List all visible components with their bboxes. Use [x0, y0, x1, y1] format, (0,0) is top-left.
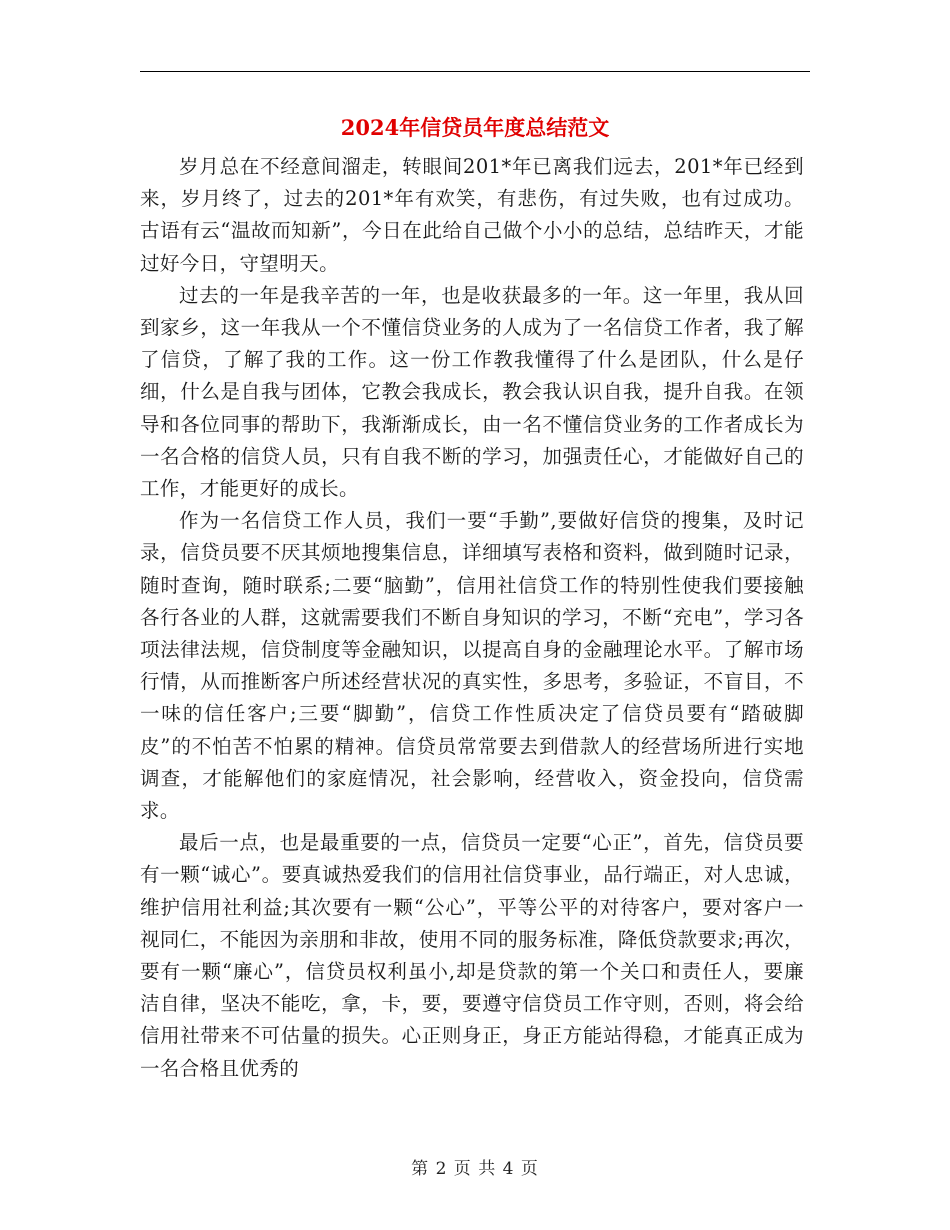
paragraph-past-year: 过去的一年是我辛苦的一年，也是收获最多的一年。这一年里，我从回到家乡，这一年我从一个不懂信贷业务的人成为了一名信贷工作者，我了解了信贷，了解了我的工作。这一份工作教我懂得了什么是团队，什么是仔细，什么是自我与团体，它教会我成长，教会我认识自我，提升自我。在领导和各位同事的帮助下，我渐渐成长，由一名不懂信贷业务的工作者成长为一名合格的信贷人员，只有自我不断的学习，加强责任心，才能做好自己的工作，才能更好的成长。	[140, 283, 804, 501]
paragraph-intro: 岁月总在不经意间溜走，转眼间201*年已离我们远去，201*年已经到来，岁月终了，过去的201*年有欢笑，有悲伤，有过失败，也有过成功。古语有云“温故而知新”，今日在此给自己做个小小的总结，总结昨天，才能过好今日，守望明天。	[140, 155, 804, 275]
page-number-footer: 第 2 页 共 4 页	[411, 1159, 539, 1179]
paragraph-diligence: 作为一名信贷工作人员，我们一要“手勤”,要做好信贷的搜集，及时记录，信贷员要不厌其烦地搜集信息，详细填写表格和资料，做到随时记录，随时查询，随时联系;二要“脑勤”，信用社信贷工作的特别性使我们要接触各行各业的人群，这就需要我们不断自身知识的学习，不断“充电”，学习各项法律法规，信贷制度等金融知识，以提高自身的金融理论水平。了解市场行情，从而推断客户所述经营状况的真实性，多思考，多验证，不盲目，不一味的信任客户;三要“脚勤”，信贷工作性质决定了信贷员要有“踏破脚皮”的不怕苦不怕累的精神。信贷员常常要去到借款人的经营场所进行实地调查，才能解他们的家庭情况，社会影响，经营收入，资金投向，信贷需求。	[140, 509, 804, 823]
document-body	[140, 151, 804, 1085]
paragraph-integrity: 最后一点，也是最重要的一点，信贷员一定要“心正”，首先，信贷员要有一颗“诚心”。要真诚热爱我们的信用社信贷事业，品行端正，对人忠诚，维护信用社利益;其次要有一颗“公心”，平等公平的对待客户，要对客户一视同仁，不能因为亲朋和非故，使用不同的服务标准，降低贷款要求;再次，要有一颗“廉心”，信贷员权利虽小,却是贷款的第一个关口和责任人，要廉洁自律，坚决不能吃，拿，卡，要，要遵守信贷员工作守则，否则，将会给信用社带来不可估量的损失。心正则身正，身正方能站得稳，才能真正成为一名合格且优秀的	[140, 831, 804, 1080]
document-title: 2024年信贷员年度总结范文	[340, 115, 610, 140]
header-rule	[140, 71, 810, 72]
